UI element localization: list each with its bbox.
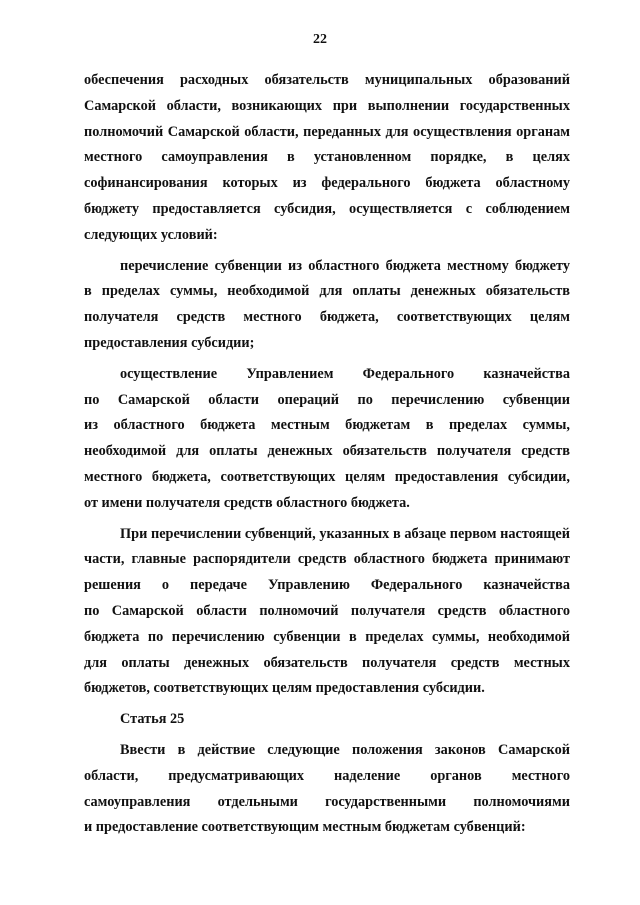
text-line: бюджету предоставляется субсидия, осуществляется с соблюдением	[84, 200, 570, 217]
text-line: местного бюджета, соответствующих целям предоставления субсидии,	[84, 468, 570, 485]
text-line: следующих условий:	[84, 226, 218, 243]
paragraph-continuation	[84, 68, 570, 249]
text-line: в пределах суммы, необходимой для оплаты денежных обязательств	[84, 283, 570, 300]
text-line: полномочий Самарской области, переданных для осуществления органам	[84, 123, 570, 140]
text-line: и предоставление соответствующим местным бюджетам субвенций:	[84, 819, 526, 836]
document-body	[84, 68, 570, 841]
paragraph-delegation	[84, 522, 570, 703]
text-line: необходимой для оплаты денежных обязательств получателя средств	[84, 443, 570, 460]
text-line: области, предусматривающих наделение органов местного	[84, 767, 570, 784]
text-line: Ввести в действие следующие положения законов Самарской	[120, 741, 570, 758]
text-line: Самарской области, возникающих при выполнении государственных	[84, 97, 570, 114]
text-line: решения о передаче Управлению Федерального казначейства	[84, 577, 570, 594]
text-line: по Самарской области операций по перечислению субвенции	[84, 391, 570, 408]
text-line: из областного бюджета местным бюджетам в пределах суммы,	[84, 417, 570, 434]
text-line: части, главные распорядители средств областного бюджета принимают	[84, 551, 570, 568]
text-line: получателя средств местного бюджета, соответствующих целям	[84, 309, 570, 326]
text-line: от имени получателя средств областного бюджета.	[84, 494, 410, 511]
text-line: При перечислении субвенций, указанных в абзаце первом настоящей	[120, 525, 570, 542]
text-line: софинансирования которых из федерального бюджета областному	[84, 175, 570, 192]
text-line: обеспечения расходных обязательств муниципальных образований	[84, 72, 570, 88]
page-number: 22	[313, 32, 327, 47]
text-line: перечисление субвенции из областного бюджета местному бюджету	[120, 257, 570, 274]
text-line: по Самарской области полномочий получателя средств областного	[84, 602, 570, 619]
text-line: бюджета по перечислению субвенции в пределах суммы, необходимой	[84, 628, 570, 645]
paragraph-treasury-operations	[84, 362, 570, 517]
text-line: самоуправления отдельными государственными полномочиями	[84, 793, 570, 810]
article-paragraph	[84, 738, 570, 841]
text-line: предоставления субсидии;	[84, 334, 255, 351]
text-line: местного самоуправления в установленном порядке, в целях	[84, 149, 570, 166]
text-line: для оплаты денежных обязательств получателя средств местных	[84, 654, 570, 671]
article-heading: Статья 25	[120, 711, 185, 728]
text-line: осуществление Управлением Федерального казначейства	[120, 365, 570, 382]
text-line: бюджетов, соответствующих целям предоставления субсидии.	[84, 680, 485, 697]
paragraph-transfer-condition	[84, 254, 570, 357]
